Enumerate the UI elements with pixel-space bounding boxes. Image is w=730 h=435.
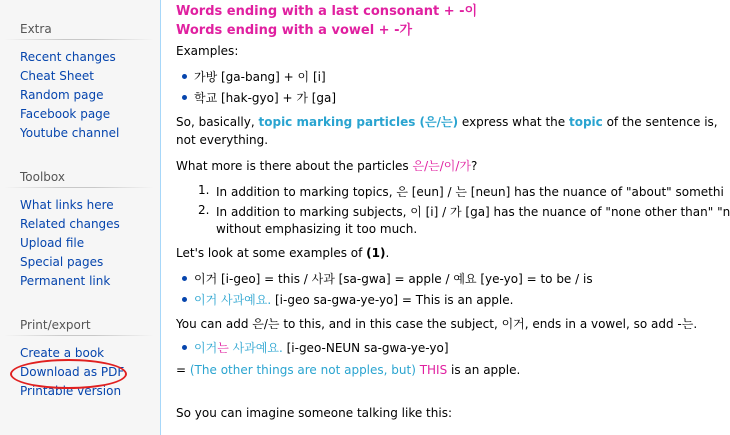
bullet-icon (182, 276, 187, 281)
list-number: 1. (198, 183, 210, 197)
portal-toolbox (20, 170, 65, 184)
portal-title-extra: Extra (20, 22, 52, 36)
paragraph-so-basically (176, 113, 718, 130)
portal-title-toolbox: Toolbox (20, 170, 65, 184)
emphasis-this: THIS (419, 363, 448, 377)
text-span: What more is there about the particles (176, 159, 413, 173)
text-span: ? (470, 159, 478, 173)
sidebar-link-facebook-page[interactable]: Facebook page (20, 107, 111, 121)
sidebar-link-permanent-link[interactable]: Permanent link (20, 274, 111, 288)
sidebar-link-create-a-book[interactable]: Create a book (20, 346, 105, 360)
example-sentence-2 (194, 339, 449, 356)
link-topic-marking-particles[interactable]: topic marking particles (은/는) (258, 115, 459, 129)
example-line: 학교 [hak-gyo] + 가 [ga] (194, 91, 337, 105)
text-span: So, basically, (176, 115, 259, 129)
paragraph-so-you-can: So you can imagine someone talking like this: (176, 406, 452, 420)
paragraph-equals (176, 363, 520, 377)
korean-word: 이거 (194, 341, 218, 355)
bullet-icon (182, 74, 187, 79)
korean-particle: 는 (217, 341, 229, 355)
sidebar-link-printable-version[interactable]: Printable version (20, 384, 122, 398)
text-span: [i-geo sa-gwa-ye-yo] = This is an apple. (271, 293, 514, 307)
portal-divider (4, 335, 154, 336)
paragraph-lets-look (176, 246, 389, 260)
sidebar-link-random-page[interactable]: Random page (20, 88, 104, 102)
paragraph-you-can-add: You can add 은/는 to this, and in this case the subject, 이거, ends in a vowel, so add -는. (176, 317, 698, 331)
text-span: is an apple. (447, 363, 521, 377)
text-span: (The other things are not apples, but) (189, 363, 420, 377)
portal-divider (4, 187, 154, 188)
korean-word: 사과예요. (228, 341, 283, 355)
portal-divider (4, 39, 154, 40)
bullet-icon (182, 95, 187, 100)
particles-highlight: 은/는/이/가 (412, 159, 471, 173)
link-topic[interactable]: topic (568, 115, 603, 129)
sidebar-link-cheat-sheet[interactable]: Cheat Sheet (20, 69, 94, 83)
example-sentence-1 (194, 291, 513, 308)
sidebar-link-what-links-here[interactable]: What links here (20, 198, 114, 212)
text-span: [i-geo-NEUN sa-gwa-ye-yo] (282, 341, 449, 355)
bullet-icon (182, 297, 187, 302)
examples-label: Examples: (176, 44, 239, 58)
text-span: of the sentence is, (602, 115, 718, 129)
portal-list-toolbox (20, 196, 120, 291)
sidebar (0, 0, 160, 435)
sidebar-link-special-pages[interactable]: Special pages (20, 255, 104, 269)
example-vocab: 이거 [i-geo] = this / 사과 [sa-gwa] = apple / 예요 [ye-yo] = to be / is (194, 272, 593, 286)
list-item-1: In addition to marking topics, 은 [eun] / 는 [neun] has the nuance of "about" somethi (216, 185, 724, 199)
list-number: 2. (198, 203, 210, 217)
portal-extra (20, 22, 52, 36)
text-span: express what the (458, 115, 569, 129)
portal-title-print-export: Print/export (20, 318, 91, 332)
paragraph-not-everything: not everything. (176, 133, 269, 147)
highlight-circle-annotation (10, 359, 127, 389)
text-span: = (176, 363, 190, 377)
sidebar-link-related-changes[interactable]: Related changes (20, 217, 120, 231)
article-content (160, 0, 730, 435)
reference-number: (1) (366, 246, 386, 260)
example-line: 가방 [ga-bang] + 이 [i] (194, 70, 326, 84)
sidebar-link-upload-file[interactable]: Upload file (20, 236, 85, 250)
bullet-icon (182, 345, 187, 350)
rule-vowel: Words ending with a vowel + -가 (176, 23, 413, 38)
rule-consonant: Words ending with a last consonant + -이 (176, 4, 478, 19)
sidebar-link-recent-changes[interactable]: Recent changes (20, 50, 116, 64)
korean-sentence: 이거 사과예요. (194, 293, 272, 307)
paragraph-what-more (176, 157, 477, 174)
portal-list-extra (20, 48, 119, 143)
sidebar-link-youtube-channel[interactable]: Youtube channel (20, 126, 120, 140)
text-span: . (385, 246, 390, 260)
list-item-2-continuation: without emphasizing it too much. (216, 222, 418, 236)
list-item-2: In addition to marking subjects, 이 [i] / 가 [ga] has the nuance of "none other than" "n (216, 205, 730, 219)
sidebar-link-download-as-pdf[interactable]: Download as PDF (20, 365, 125, 379)
text-span: Let's look at some examples of (176, 246, 367, 260)
portal-print-export (20, 318, 91, 332)
